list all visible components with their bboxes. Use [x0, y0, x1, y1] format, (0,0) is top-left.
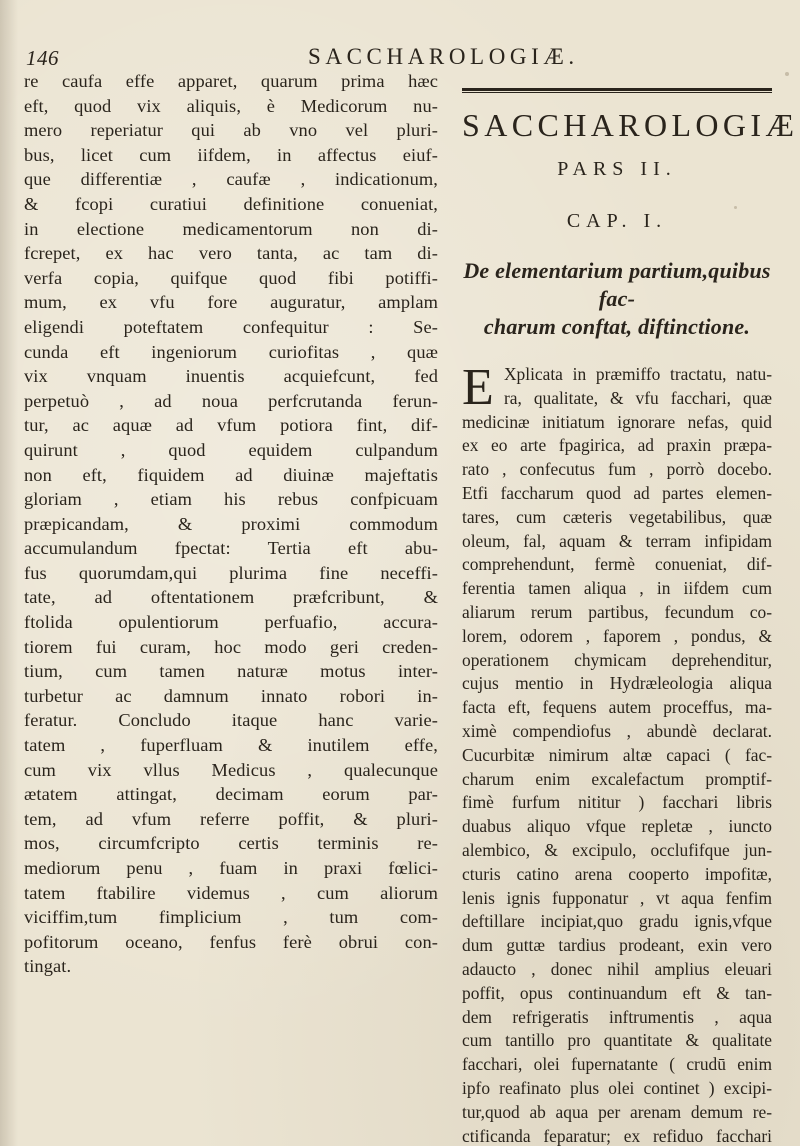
text-line: rato , confecutus fum , porrò docebo. — [462, 459, 772, 480]
text-line: accumulandum fpectat: Tertia eft abu- — [24, 538, 438, 559]
section-heading: SACCHAROLOGIÆ — [462, 107, 799, 143]
text-line: verfa copia, quifque quod fibi potiffi- — [24, 267, 438, 288]
text-line: cum tantillo pro quantitate & qualitate — [462, 1030, 772, 1051]
text-line: non eft, fiquidem ad diuinæ majeftatis — [24, 464, 438, 485]
text-line: tiorem fui curam, hoc modo geri creden- — [24, 636, 438, 657]
page-number: 146 — [26, 46, 59, 70]
text-line: que differentiæ , caufæ , indicationum, — [24, 169, 438, 190]
text-line: turbetur ac damnum innato robori in- — [24, 685, 438, 706]
text-line: cujus mentio in Hydræleologia aliqua — [462, 673, 772, 694]
text-line: tem, ad vfum referre poffit, & pluri- — [24, 808, 438, 829]
text-line: ætatem attingat, decimam eorum par- — [24, 784, 438, 805]
text-line: Xplicata in præmiffo tractatu, natu- — [504, 364, 772, 384]
text-line: ex eo arte fpagirica, ad praxin præpa- — [462, 435, 772, 456]
text-line: eft, quod vix aliquis, è Medicorum nu- — [24, 95, 438, 116]
part-label: PARS II. — [557, 158, 677, 180]
chapter-label: CAP. I. — [566, 210, 668, 232]
text-line: fcrepet, ex hac vero tanta, ac tam di- — [24, 243, 438, 264]
text-line: oleum, fal, aquam & terram infipidam — [462, 530, 772, 551]
text-line: poffit, opus continuandum eft & tan- — [462, 982, 772, 1003]
text-line: fimè furfum nititur ) facchari libris — [462, 792, 772, 813]
text-line: cunda eft ingeniorum curiofitas , quæ — [24, 341, 438, 362]
text-line: mero reperiatur qui ab vno vel pluri- — [24, 120, 438, 141]
text-line: tatem , fuperfluam & inutilem effe, — [24, 735, 438, 756]
text-line: re caufa effe apparet, quarum prima hæc — [24, 71, 438, 91]
text-line: adaucto , donec nihil amplius eleuari — [462, 958, 772, 979]
text-line: comprehendunt, fermè conueniat, dif- — [462, 554, 772, 575]
ornamental-rule — [462, 88, 772, 93]
text-line: feratur. Concludo itaque hanc varie- — [24, 710, 438, 731]
chapter-title-line-2: charum conftat, diftinctione. — [483, 314, 751, 339]
text-line: charum enim excalefactum promptif- — [462, 768, 772, 789]
text-line: vix vnquam inuentis acquiefcunt, fed — [24, 366, 438, 387]
text-line: mum, ex vfu fore auguratur, amplam — [24, 292, 438, 313]
text-line: ctificanda feparatur; ex refiduo facchari — [462, 1125, 772, 1146]
text-line: pofitorum oceano, fenfus ferè obrui con- — [24, 931, 438, 952]
text-line: facta eft, fequens autem proceffus, ma- — [462, 697, 772, 718]
text-line: alembico, & excipulo, occlufifque jun- — [462, 839, 772, 860]
text-line: præpicandam, & proximi commodum — [24, 513, 438, 534]
text-line: tur, ac aquæ ad vfum potiora fint, dif- — [24, 415, 438, 436]
text-line: tingat. — [24, 956, 72, 977]
text-line: mediorum penu , fuam in praxi fœlici- — [24, 858, 438, 878]
drop-cap: E — [462, 359, 494, 416]
text-line: lenis ignis fupponatur , vt aqua fenfim — [462, 887, 772, 908]
chapter-body-text — [462, 359, 772, 1146]
text-line: quirunt , quod equidem culpandum — [24, 439, 438, 460]
text-line: tares, cum cæteris vegetabilibus, quæ — [462, 506, 772, 527]
text-line: eligendi poteftatem confequitur : Se- — [24, 316, 438, 337]
text-line: tatem ftabilire videmus , cum aliorum — [24, 882, 438, 903]
text-line: & fcopi curatiui definitione conueniat, — [24, 193, 438, 214]
text-line: operationem chymicam deprehenditur, — [462, 649, 772, 670]
text-line: facchari, olei fupernatante ( crudū enim — [462, 1054, 772, 1075]
text-line: dum guttæ tardius prodeant, exin vero — [462, 935, 772, 956]
chapter-title — [462, 257, 772, 341]
text-line: tur,quod ab aqua per arenam demum re- — [462, 1101, 772, 1122]
text-line: duabus aliquo vfque repletæ , iuncto — [462, 816, 772, 837]
text-line: cturis catino arena cooperto impofitæ, — [462, 863, 772, 884]
text-line: ftolida opulentiorum perfuafio, accura- — [24, 612, 438, 633]
text-line: ximè compendiofus , abundè declarat. — [462, 720, 772, 741]
left-column-text — [24, 69, 438, 979]
paper-speck — [734, 206, 737, 209]
text-line: cum vix vllus Medicus , qualecunque — [24, 759, 438, 780]
text-line: in electione medicamentorum non di- — [24, 218, 438, 239]
text-line: aliarum rerum partibus, fecundum co- — [462, 601, 772, 622]
text-line: viciffim,tum fimplicium , tum com- — [24, 907, 438, 928]
right-column — [462, 88, 799, 1146]
text-line: fus quorumdam,qui plurima fine neceffi- — [24, 562, 438, 583]
text-line: medicinæ initiatum ignorare nefas, quid — [462, 411, 772, 432]
text-line: ferentia tamen aliqua , in iifdem cum — [462, 578, 772, 599]
text-line: mos, circumfcripto certis terminis re- — [24, 833, 438, 854]
text-line: tium, cum tamen naturæ motus inter- — [24, 661, 438, 682]
text-line: dem refrigeratis inftrumentis , aqua — [462, 1006, 772, 1027]
text-line: gloriam , etiam his rebus confpicuam — [24, 489, 438, 510]
text-line: ipfo reafinato plus olei continet ) excipi- — [462, 1077, 772, 1098]
text-line: Cucurbitæ nimirum altæ capaci ( fac- — [462, 744, 772, 765]
text-line: ra, qualitate, & vfu facchari, quæ — [504, 387, 772, 408]
gutter-shadow — [0, 0, 18, 1146]
text-line: perpetuò , ad noua perfcrutanda ferun- — [24, 390, 438, 411]
text-line: tate, ad oftentationem præfcribunt, & — [24, 587, 438, 608]
paper-speck — [785, 72, 789, 76]
text-line: deftillare incipiat,quo gradu ignis,vfque — [462, 911, 772, 932]
chapter-title-line-1: De elementarium partium,quibus fac- — [463, 258, 771, 311]
text-line: bus, licet cum iifdem, in affectus eiuf- — [24, 144, 438, 165]
text-line: Etfi faccharum quod ad partes elemen- — [462, 482, 772, 503]
text-line: lorem, odorem , faporem , pondus, & — [462, 625, 772, 646]
running-title: SACCHAROLOGIÆ. — [308, 44, 579, 69]
